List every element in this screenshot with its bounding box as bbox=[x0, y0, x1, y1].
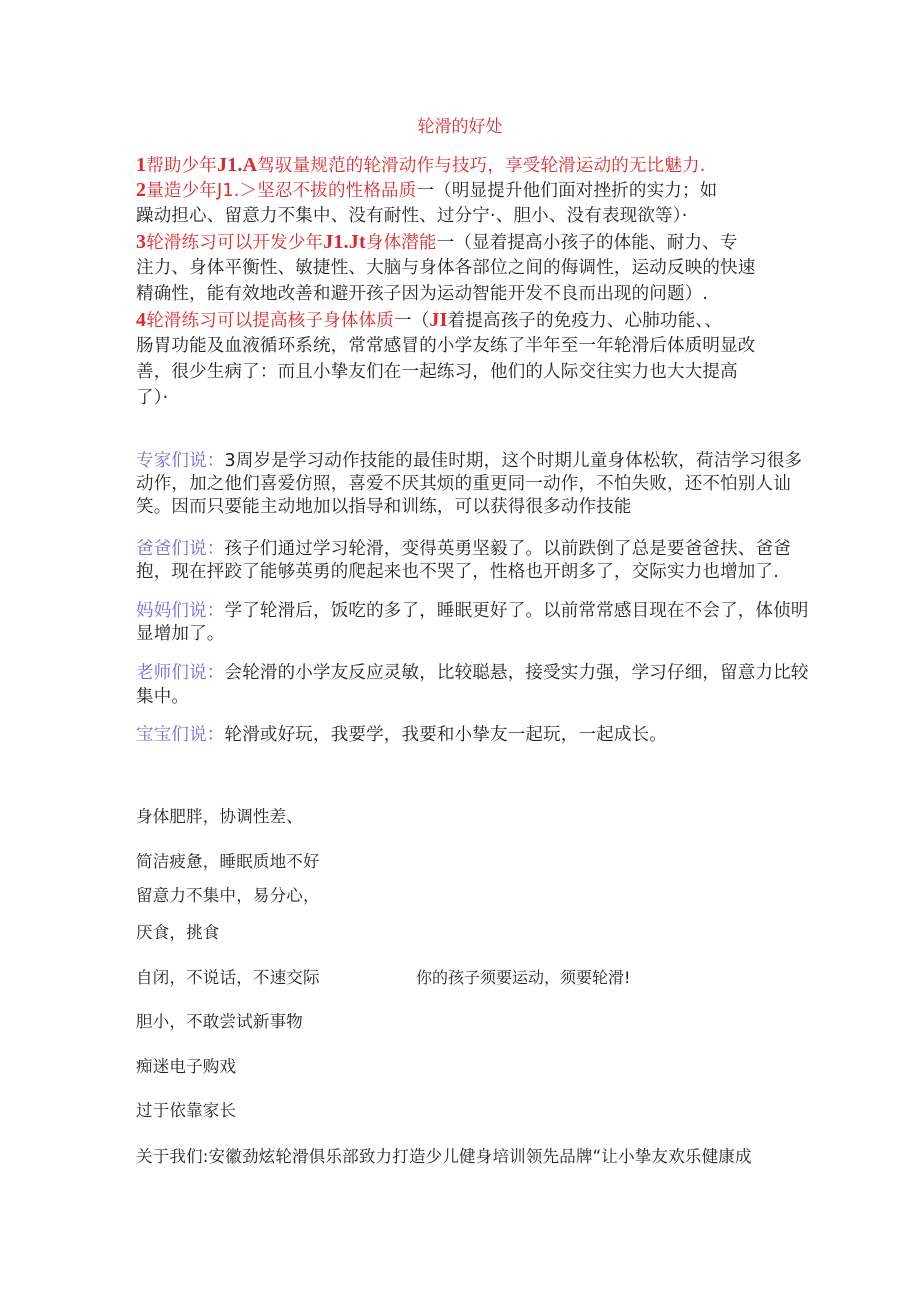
line-text: 身体潜能 bbox=[365, 233, 437, 253]
benefit-line bbox=[136, 230, 738, 255]
benefit-line bbox=[136, 386, 168, 410]
line-text: 会轮滑的小学友反应灵敏，比较聪悬，接受实力强，学习仔细，留意力比较 bbox=[224, 663, 809, 683]
emphasis-text: JI bbox=[429, 309, 448, 331]
problem-item: 简洁疲惫，睡眠质地不好 bbox=[136, 852, 320, 871]
line-text: 3周岁是学习动作技能的最佳时期，这个时期儿童身体松软，荷洁学习很多 bbox=[224, 451, 803, 471]
line-text: 注力、身体平衡性、敏捷性、大脑与身体各部位之间的侮调性，运动反映的快速 bbox=[136, 258, 756, 278]
testimonial-line bbox=[136, 537, 791, 561]
line-text: 了）· bbox=[136, 388, 169, 408]
problem-item: 留意力不集中，易分心， bbox=[136, 886, 320, 905]
benefit-line bbox=[136, 360, 738, 384]
line-text: 孩子们通过学习轮滑，变得英勇坚毅了。以前跌倒了总是要爸爸扶、爸爸 bbox=[224, 539, 791, 559]
line-text: 笑。因而只要能主动地加以指导和训练，可以获得很多动作技能 bbox=[136, 497, 632, 517]
problem-item: 厌食，挑食 bbox=[136, 923, 220, 942]
line-text: 着提高孩子的免疫力、心肺功能、、 bbox=[447, 311, 723, 331]
testimonial-line bbox=[136, 661, 809, 685]
line-text: 善，很少生病了：而且小挚友们在一起练习，他们的人际交往实力也大大提高 bbox=[136, 362, 738, 382]
problem-item: 痴迷电子购戏 bbox=[136, 1057, 237, 1076]
testimonial-line bbox=[136, 685, 189, 709]
line-text: 驾驭量规范的轮滑动作与技巧，享受轮滑运动的无比魅力. bbox=[257, 156, 706, 176]
line-text: 轮滑或好玩，我要学，我要和小挚友一起玩，一起成长。 bbox=[224, 725, 667, 745]
line-text: 集中。 bbox=[136, 687, 190, 707]
line-text: 帮助少年 bbox=[146, 156, 218, 176]
benefit-line bbox=[136, 153, 706, 178]
emphasis-text: 1 bbox=[136, 154, 147, 176]
line-text: 抱，现在抨跤了能够英勇的爬起来也不哭了，性格也开朗多了，交际实力也增加了. bbox=[136, 562, 779, 582]
line-text: 学了轮滑后，饭吃的多了，睡眠更好了。以前常常感目现在不会了，体侦明 bbox=[224, 601, 809, 621]
emphasis-text: J1.A bbox=[217, 154, 258, 176]
slogan: 你的孩子须要运动，须要轮滑! bbox=[416, 968, 631, 987]
testimonial-line bbox=[136, 449, 802, 473]
speaker-label: 宝宝们说： bbox=[136, 725, 225, 745]
problem-item: 过于依靠家长 bbox=[136, 1101, 237, 1120]
line-text: 躁动担心、留意力不集中、没有耐性、过分宁·、胆小、没有表现欲等）· bbox=[136, 206, 688, 226]
line-text: 轮滑练习可以开发少年 bbox=[146, 233, 324, 253]
line-text: 一（显着提高小孩子的体能、耐力、专 bbox=[436, 233, 738, 253]
benefit-line bbox=[136, 178, 717, 203]
testimonial-line bbox=[136, 495, 632, 519]
testimonial-line bbox=[136, 599, 809, 623]
line-text: 动作，加之他们喜爱仿照，喜爱不厌其烦的重更同一动作，不怕失败，还不怕别人讪 bbox=[136, 474, 791, 494]
speaker-label: 爸爸们说： bbox=[136, 539, 225, 559]
benefit-line bbox=[136, 256, 756, 280]
problem-item: 胆小，不敢尝试新事物 bbox=[136, 1012, 303, 1031]
line-text: 肠胃功能及血液循环系统，常常感冒的小学友练了半年至一年轮滑后体质明显改 bbox=[136, 336, 756, 356]
problem-item: 自闭，不说话，不速交际 bbox=[136, 968, 320, 987]
line-text: 量造少年J1.＞坚忍不拔的性格品质 bbox=[146, 181, 417, 201]
speaker-label: 老师们说： bbox=[136, 663, 225, 683]
line-text: 轮滑练习可以提高核子身体体质 bbox=[146, 311, 395, 331]
line-text: 显增加了。 bbox=[136, 624, 225, 644]
testimonial-line bbox=[136, 723, 667, 747]
emphasis-text: 3 bbox=[136, 231, 147, 253]
benefit-line bbox=[136, 204, 687, 228]
benefit-line bbox=[136, 334, 756, 358]
benefit-line bbox=[136, 282, 708, 306]
testimonial-line bbox=[136, 472, 791, 496]
about-us: 关于我们:安徽劲炫轮滑俱乐部致力打造少儿健身培训领先品牌“让小挚友欢乐健康成 bbox=[136, 1147, 752, 1166]
benefit-line bbox=[136, 308, 722, 333]
speaker-label: 妈妈们说： bbox=[136, 601, 225, 621]
testimonial-line bbox=[136, 622, 225, 646]
line-text: 一（明显提升他们面对挫折的实力；如 bbox=[416, 181, 718, 201]
emphasis-text: 2 bbox=[136, 179, 147, 201]
testimonial-line bbox=[136, 560, 779, 584]
emphasis-text: 4 bbox=[136, 309, 147, 331]
emphasis-text: J1.Jt bbox=[323, 231, 366, 253]
line-text: 精确性，能有效地改善和避开孩子因为运动智能开发不良而出现的问题）. bbox=[136, 284, 709, 304]
line-text: 一（ bbox=[394, 311, 430, 331]
problem-item: 身体肥胖，协调性差、 bbox=[136, 807, 303, 826]
speaker-label: 专家们说： bbox=[136, 451, 225, 471]
page-title: 轮滑的好处 bbox=[417, 117, 503, 137]
